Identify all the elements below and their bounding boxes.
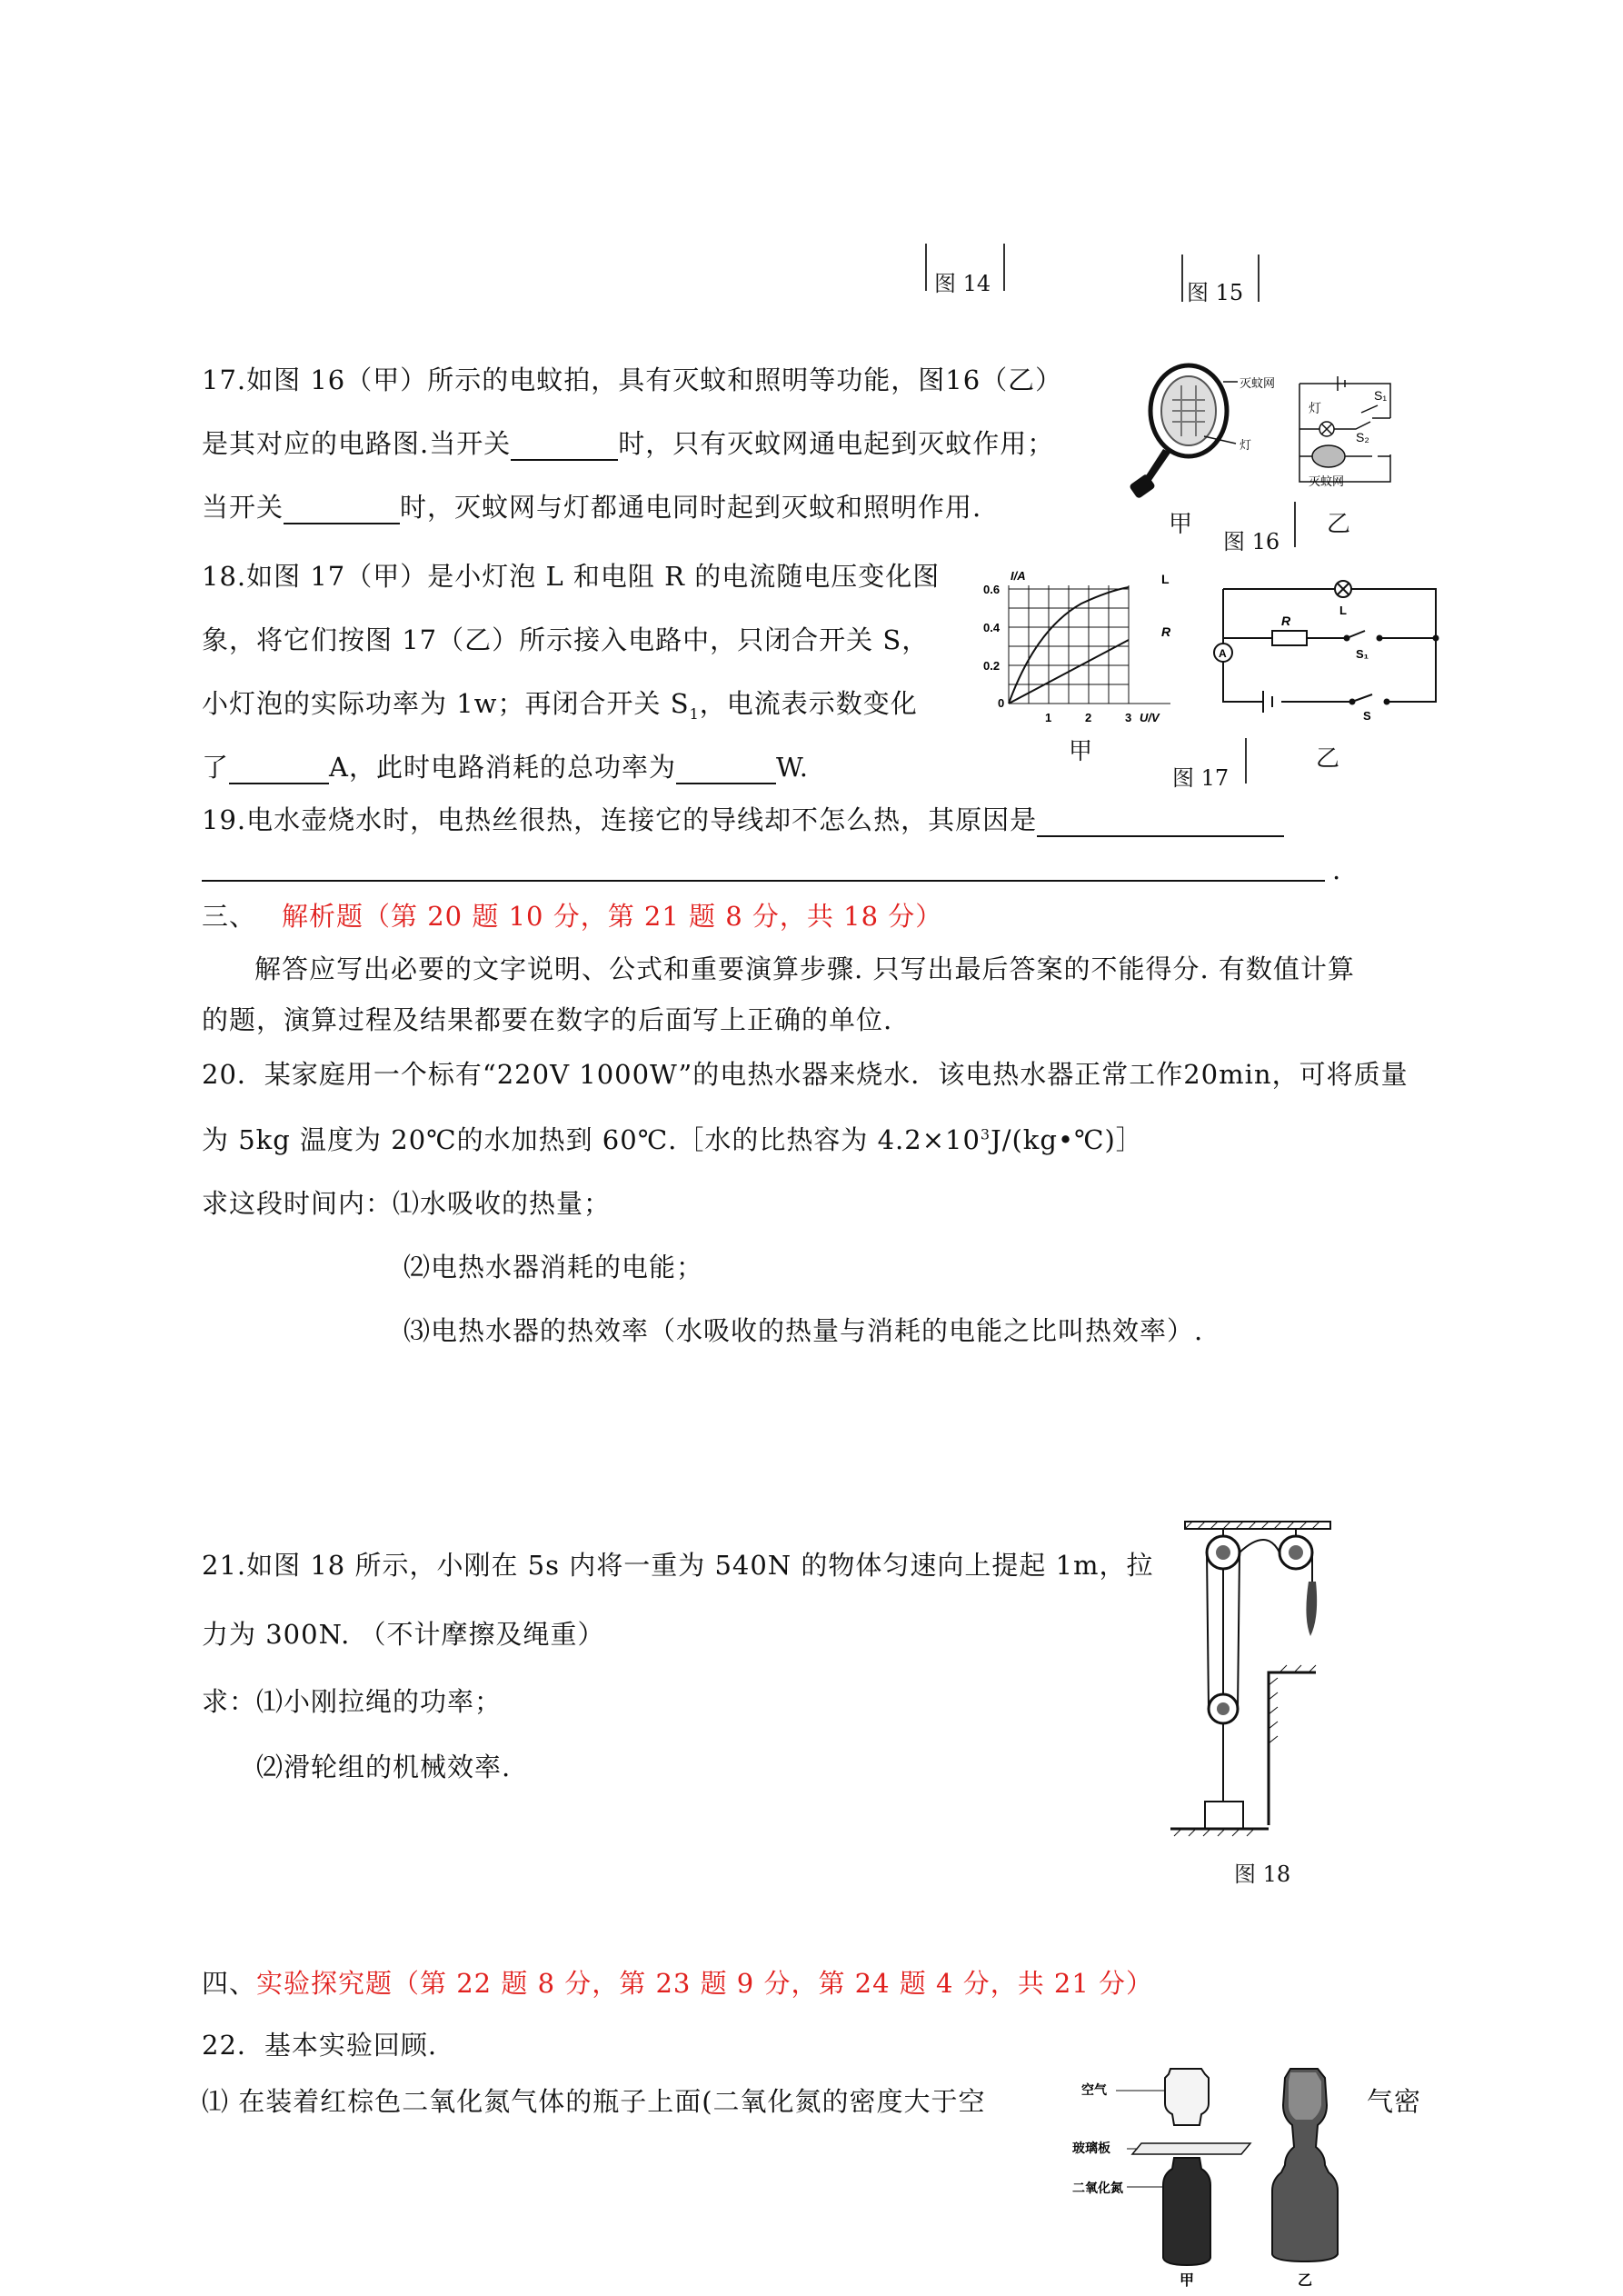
section3-title: 解析题（第 20 题 10 分，第 21 题 8 分，共 18 分） xyxy=(282,901,943,932)
section4-title: 实验探究题（第 22 题 8 分，第 23 题 9 分，第 24 题 4 分，共 21 分） xyxy=(256,1968,1154,1999)
q18-line4-c: W. xyxy=(775,752,809,783)
q18-line3-b: ，电流表示数变化 xyxy=(699,688,918,719)
fig14-caption: 图 14 xyxy=(934,271,991,296)
fig14-right-border xyxy=(1003,244,1005,291)
fig16-label-net2: 灭蚊网 xyxy=(1309,474,1345,488)
fig14-left-border xyxy=(925,244,927,291)
fig17-grid xyxy=(1009,585,1170,704)
q19-blank-1[interactable] xyxy=(1037,808,1284,837)
fig-bottle-glass: 玻璃板 xyxy=(1072,2141,1110,2155)
q20-line2 xyxy=(202,1120,1143,1157)
fig-bottle-no2: 二氧化氮 xyxy=(1072,2181,1123,2195)
fig17-ytick-02: 0.2 xyxy=(983,659,1001,673)
fig17-caption: 图 17 xyxy=(1172,765,1230,791)
section4-header xyxy=(202,1963,1153,2001)
fig-bottle-air: 空气 xyxy=(1081,2082,1107,2097)
fig15-left-border xyxy=(1181,255,1183,302)
section3-number: 三、 xyxy=(202,901,257,932)
fig17-curve-R-label: R xyxy=(1161,624,1171,639)
fig17-graph xyxy=(972,565,1190,729)
fig17-circuit-L: L xyxy=(1339,604,1347,617)
q17-line2-a: 是其对应的电路图.当开关 xyxy=(202,428,512,459)
q17-line2 xyxy=(202,424,1054,461)
q20-line2-b: J/(kg•℃)］ xyxy=(991,1124,1143,1155)
q20-line2-a: 为 5kg 温度为 20℃的水加热到 60℃.［水的比热容为 4.2×10 xyxy=(202,1124,981,1155)
fig17-xtick-3: 3 xyxy=(1125,711,1132,724)
fig17-yaxis-label: I/A xyxy=(1011,569,1026,583)
fig16-jia: 甲 xyxy=(1169,511,1193,538)
q17-line2-b: 时，只有灭蚊网通电起到灭蚊作用； xyxy=(618,428,1055,459)
fig17-circuit-S1: S₁ xyxy=(1356,647,1369,661)
q18-line3-sub: 1 xyxy=(689,704,700,723)
fig-bottle-diagram xyxy=(1072,2060,1345,2292)
section3-note2: 的题，演算过程及结果都要在数字的后面写上正确的单位. xyxy=(202,1004,893,1035)
q20-line2-sup: 3 xyxy=(980,1125,991,1143)
q19-end: . xyxy=(1332,854,1342,885)
q17-blank-2[interactable] xyxy=(284,495,400,524)
q18-line3 xyxy=(202,684,918,723)
q18-line1: 18.如图 17（甲）是小灯泡 L 和电阻 R 的电流随电压变化图 xyxy=(202,561,941,592)
q18-line4-a: 了 xyxy=(202,752,230,783)
q18-blank-2[interactable] xyxy=(676,755,776,784)
fig17-bracket xyxy=(1245,738,1247,784)
q20-line1: 20．某家庭用一个标有“220V 1000W”的电热水器来烧水．该电热水器正常工作20min，可将质量 xyxy=(202,1059,1409,1090)
q17-line1: 17.如图 16（甲）所示的电蚊拍，具有灭蚊和照明等功能，图16（乙） xyxy=(202,364,1063,395)
fig16-bracket xyxy=(1294,502,1296,547)
fig16-label-lamp: 灯 xyxy=(1240,438,1252,452)
fig17-ytick-04: 0.4 xyxy=(983,621,1001,634)
fig-bottle-jia: 甲 xyxy=(1180,2273,1195,2289)
q18-line3-a: 小灯泡的实际功率为 1w；再闭合开关 S xyxy=(202,688,690,719)
fig17-xtick-2: 2 xyxy=(1085,711,1092,724)
q22-line2-tail: 气密 xyxy=(1367,2086,1422,2117)
fig17-circuit-S: S xyxy=(1363,709,1371,723)
fig16-yi: 乙 xyxy=(1327,511,1351,538)
fig16-label-net: 灭蚊网 xyxy=(1240,376,1276,390)
q21-line3: 求：⑴小刚拉绳的功率； xyxy=(202,1686,503,1717)
fig18-caption: 图 18 xyxy=(1234,1862,1291,1887)
fig17-yi: 乙 xyxy=(1316,745,1340,773)
fig16-label-s1: S₁ xyxy=(1374,388,1388,403)
q21-line1: 21.如图 18 所示，小刚在 5s 内将一重为 540N 的物体匀速向上提起 1m，拉 xyxy=(202,1550,1154,1581)
q18-line2: 象，将它们按图 17（乙）所示接入电路中，只闭合开关 S， xyxy=(202,624,930,655)
fig17-jia: 甲 xyxy=(1069,738,1093,765)
q20-line3: 求这段时间内：⑴水吸收的热量； xyxy=(202,1188,612,1219)
q19-text: 19.电水壶烧水时，电热丝很热，连接它的导线却不怎么热，其原因是 xyxy=(202,804,1038,835)
fig16-label-lamp2: 灯 xyxy=(1309,401,1321,415)
fig17-curve-L-label: L xyxy=(1161,572,1170,586)
fig17-ytick-06: 0.6 xyxy=(983,583,1001,596)
q18-blank-1[interactable] xyxy=(229,755,329,784)
fig17-xtick-1: 1 xyxy=(1045,711,1052,724)
fig17-ytick-0: 0 xyxy=(998,696,1005,710)
q17-blank-1[interactable] xyxy=(511,432,618,461)
fig17-circuit-A: A xyxy=(1219,647,1227,660)
q18-line4-b: A，此时电路消耗的总功率为 xyxy=(329,752,676,783)
fig17-circuit-R: R xyxy=(1281,614,1291,628)
q18-line4 xyxy=(202,747,809,784)
q17-line3-b: 时，灭蚊网与灯都通电同时起到灭蚊和照明作用. xyxy=(400,492,982,523)
fig15-caption: 图 15 xyxy=(1187,280,1244,305)
q22-line2: ⑴ 在装着红棕色二氧化氮气体的瓶子上面(二氧化氮的密度大于空 xyxy=(202,2086,986,2117)
q19-line1 xyxy=(202,800,1284,837)
fig15-right-border xyxy=(1258,255,1260,302)
q19-blank-2[interactable] xyxy=(202,880,1325,882)
q22-line1: 22．基本实验回顾. xyxy=(202,2030,438,2061)
q17-line3 xyxy=(202,487,981,524)
fig-bottle-yi: 乙 xyxy=(1298,2273,1313,2289)
q21-line2: 力为 300N. （不计摩擦及绳重） xyxy=(202,1619,605,1650)
section3-note1: 解答应写出必要的文字说明、公式和重要演算步骤. 只写出最后答案的不能得分. 有数值计算 xyxy=(254,953,1355,984)
section4-number: 四、 xyxy=(202,1968,257,1999)
fig17-xaxis-label: U/V xyxy=(1140,711,1160,724)
fig16-caption: 图 16 xyxy=(1223,529,1280,554)
fig18-pulley-diagram xyxy=(1167,1518,1349,1845)
q20-line4: ⑵电热水器消耗的电能； xyxy=(403,1252,704,1283)
fig16-racket xyxy=(1129,365,1238,499)
q20-line5: ⑶电热水器的热效率（水吸收的热量与消耗的电能之比叫热效率）. xyxy=(403,1315,1204,1346)
q21-line4: ⑵滑轮组的机械效率. xyxy=(256,1752,512,1782)
fig17-circuit xyxy=(1200,564,1454,727)
q17-line3-a: 当开关 xyxy=(202,492,284,523)
fig16-label-s2: S₂ xyxy=(1356,430,1369,444)
section3-header xyxy=(202,896,942,933)
